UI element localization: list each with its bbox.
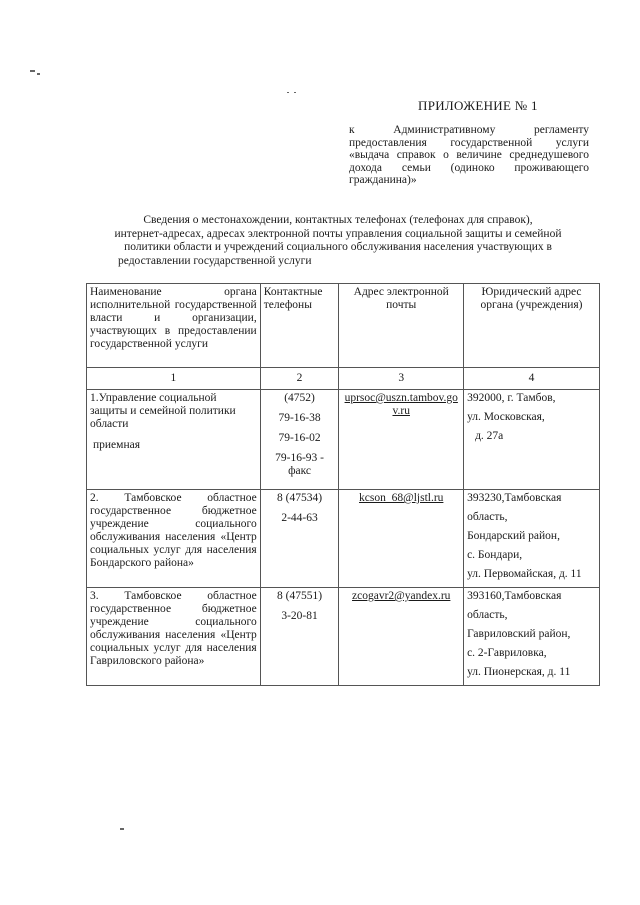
heading-line: интернет-адресах, адресах электронной почты управления социальной защиты и семейной bbox=[114, 227, 562, 240]
address-line: область, bbox=[467, 511, 508, 523]
heading-line: Сведения о местонахождении, контактных телефонах (телефонах для справок), bbox=[143, 214, 533, 226]
address-line: 393160,Тамбовская bbox=[467, 590, 562, 602]
column-number: 3 bbox=[339, 368, 464, 390]
address-cell bbox=[464, 490, 600, 588]
phones-cell bbox=[260, 390, 339, 490]
address-line: Гавриловский район, bbox=[467, 628, 571, 640]
scan-speck bbox=[294, 92, 296, 93]
scan-speck bbox=[287, 92, 289, 93]
address-line: Бондарский район, bbox=[467, 530, 560, 542]
address-line: с. Бондари, bbox=[467, 549, 523, 561]
email-cell bbox=[339, 588, 464, 686]
address-line: 393230,Тамбовская bbox=[467, 492, 562, 504]
phone: 2-44-63 bbox=[281, 512, 318, 524]
annex-title: ПРИЛОЖЕНИЕ № 1 bbox=[418, 98, 538, 113]
table-row bbox=[87, 390, 600, 490]
phones-cell bbox=[260, 490, 339, 588]
phones-cell bbox=[260, 588, 339, 686]
address-line: область, bbox=[467, 609, 508, 621]
org-name-cell: 3. Тамбовское областное государственное бюджетное учреждение социального обслуживания населения «Центр социальных услуг для населения Гавриловского района» bbox=[87, 588, 261, 686]
annex-line: к Административному регламенту bbox=[349, 124, 589, 136]
address-line: ул. Московская, bbox=[467, 411, 545, 423]
email-cell bbox=[339, 390, 464, 490]
organizations-table bbox=[86, 283, 600, 686]
address-line: 392000, г. Тамбов, bbox=[467, 392, 556, 404]
address-cell bbox=[464, 588, 600, 686]
annex-line: предоставления государственной услуги bbox=[349, 136, 589, 149]
org-name-cell bbox=[87, 390, 261, 490]
phone: 79-16-93 - bbox=[275, 452, 324, 464]
table-number-row bbox=[87, 368, 600, 390]
table-row bbox=[87, 490, 600, 588]
table-row bbox=[87, 588, 600, 686]
column-header-email: Адрес электронной почты bbox=[339, 284, 464, 368]
org-name-cell: 2. Тамбовское областное государственное бюджетное учреждение социального обслуживания населения «Центр социальных услуг для населения Бондарского района» bbox=[87, 490, 261, 588]
address-line: ул. Первомайская, д. 11 bbox=[467, 568, 582, 580]
phone: 79-16-38 bbox=[278, 412, 321, 424]
phone: 8 (47551) bbox=[277, 590, 323, 602]
column-header-name: Наименование органа исполнительной государственной власти и организации, участвующих в предоставлении государственной услуги bbox=[87, 284, 261, 368]
address-line: с. 2-Гавриловка, bbox=[467, 647, 547, 659]
phone-note: факс bbox=[288, 465, 312, 477]
scan-speck bbox=[30, 70, 35, 72]
org-subunit: приемная bbox=[93, 439, 140, 451]
address-cell bbox=[464, 390, 600, 490]
annex-reference bbox=[349, 124, 589, 187]
scan-speck bbox=[120, 828, 124, 830]
table-header-row bbox=[87, 284, 600, 368]
annex-line: «выдача справок о величине среднедушевого bbox=[349, 149, 589, 161]
scan-speck bbox=[37, 73, 40, 75]
annex-line: гражданина)» bbox=[349, 174, 417, 186]
column-number: 2 bbox=[260, 368, 339, 390]
phone: 79-16-02 bbox=[278, 432, 321, 444]
address-line: д. 27а bbox=[475, 430, 504, 442]
document-heading bbox=[88, 214, 588, 268]
email-link[interactable]: kcson_68@ljstl.ru bbox=[359, 492, 444, 504]
email-cell bbox=[339, 490, 464, 588]
column-header-address: Юридический адрес органа (учреждения) bbox=[464, 284, 600, 368]
column-number: 4 bbox=[464, 368, 600, 390]
email-link[interactable]: zcogavr2@yandex.ru bbox=[352, 590, 451, 602]
heading-line: редоставлении государственной услуги bbox=[118, 254, 312, 267]
org-name: 1.Управление социальной защиты и семейной политики области bbox=[90, 392, 236, 430]
address-line: ул. Пионерская, д. 11 bbox=[467, 666, 571, 678]
column-header-phones: Контактные телефоны bbox=[260, 284, 339, 368]
heading-line: политики области и учреждений социального обслуживания населения участвующих в bbox=[124, 241, 552, 253]
column-number: 1 bbox=[87, 368, 261, 390]
email-link[interactable]: uprsoc@uszn.tambov.gov.ru bbox=[344, 392, 458, 417]
annex-line: дохода семьи (одиноко проживающего bbox=[349, 161, 589, 174]
phone: 8 (47534) bbox=[277, 492, 323, 504]
phone: (4752) bbox=[284, 392, 315, 404]
phone: 3-20-81 bbox=[281, 610, 318, 622]
